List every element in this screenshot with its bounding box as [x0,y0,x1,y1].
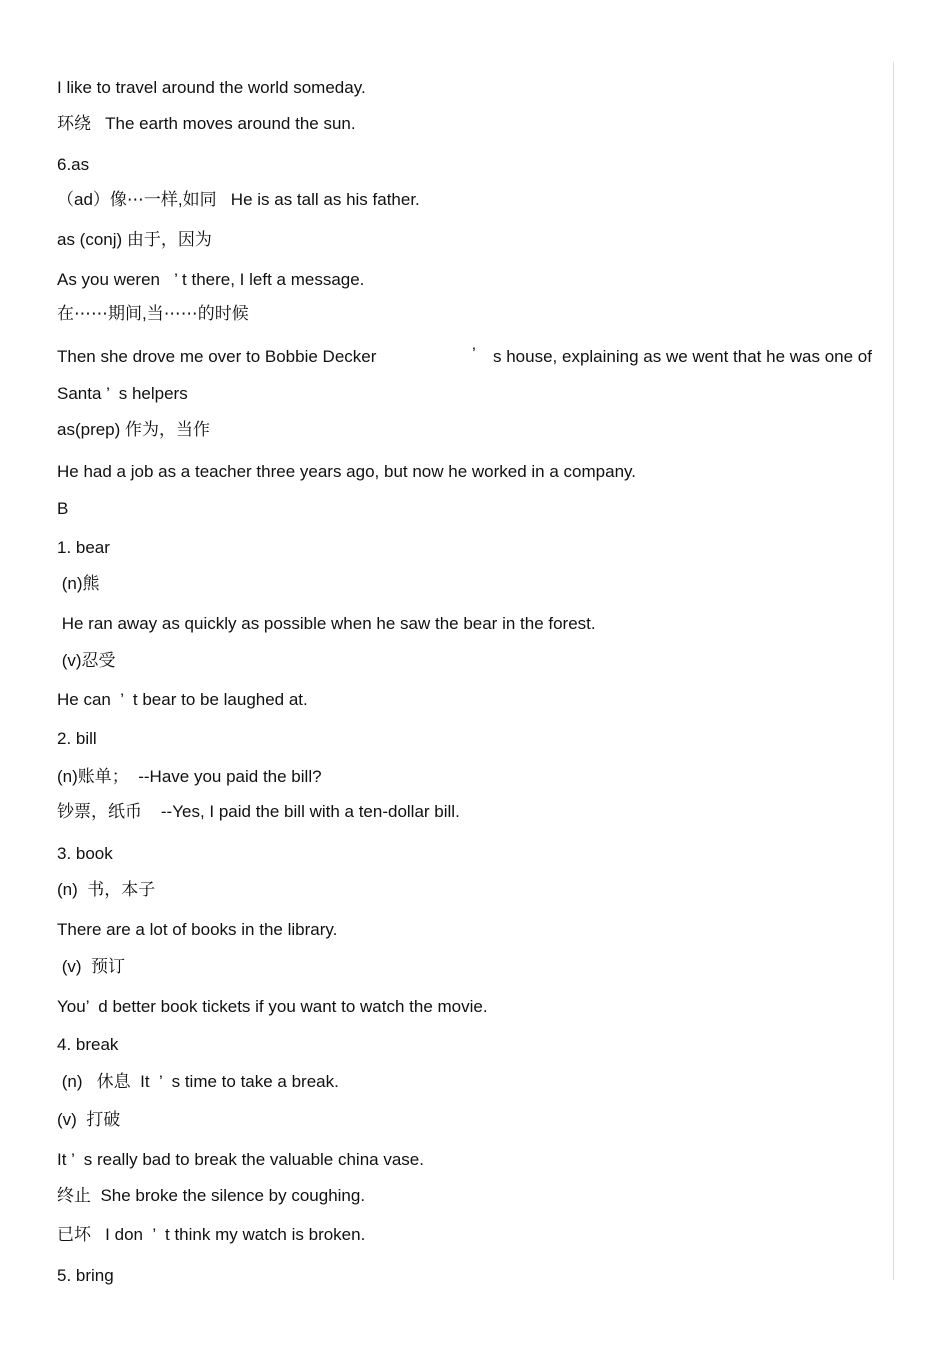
entry-heading: 5. bring [57,1266,114,1285]
text-line: as (conj) 由于，因为 [57,230,212,249]
text-line: as(prep) 作为，当作 [57,420,211,439]
text-line: (n)熊 [57,574,100,593]
entry-heading: 4. break [57,1035,119,1054]
apostrophe-mark: ’ [472,344,476,363]
text-line: (v)忍受 [57,651,116,670]
right-margin-rule [893,62,894,1280]
text-line: (v) 打破 [57,1110,121,1129]
text-line: （ad）像⋯一样,如同 He is as tall as his father. [57,190,420,209]
text-line: 钞票，纸币 --Yes, I paid the bill with a ten-dollar bill. [57,802,460,821]
text-line: 在⋯⋯期间,当⋯⋯的时候 [57,304,249,323]
text-line: 环绕 The earth moves around the sun. [57,114,356,133]
text-line: s house, explaining as we went that he was one of [493,347,872,366]
text-line: He can ’ t bear to be laughed at. [57,690,308,709]
text-line: It ’ s really bad to break the valuable china vase. [57,1150,424,1169]
text-line: He ran away as quickly as possible when he saw the bear in the forest. [57,614,596,633]
text-line: 终止 She broke the silence by coughing. [57,1186,366,1205]
text-line: (n) 书，本子 [57,880,156,899]
text-line: There are a lot of books in the library. [57,920,338,939]
entry-heading: 1. bear [57,538,110,557]
text-line: 已坏 I don ’ t think my watch is broken. [57,1225,366,1244]
text-line: As you weren ’ t there, I left a message. [57,270,365,289]
text-line: (n) 休息 It ’ s time to take a break. [57,1072,339,1091]
text-line: He had a job as a teacher three years ago, but now he worked in a company. [57,462,636,481]
text-line: I like to travel around the world someday. [57,78,366,97]
text-line: Then she drove me over to Bobbie Decker [57,347,377,366]
text-line: Santa ’ s helpers [57,384,188,403]
text-line: You’ d better book tickets if you want to watch the movie. [57,997,488,1016]
text-line: (v) 预订 [57,957,125,976]
text-line: (n)账单； --Have you paid the bill? [57,767,322,786]
entry-heading: 2. bill [57,729,97,748]
section-heading: B [57,499,69,518]
entry-heading: 3. book [57,844,113,863]
text-line: 6.as [57,155,90,174]
